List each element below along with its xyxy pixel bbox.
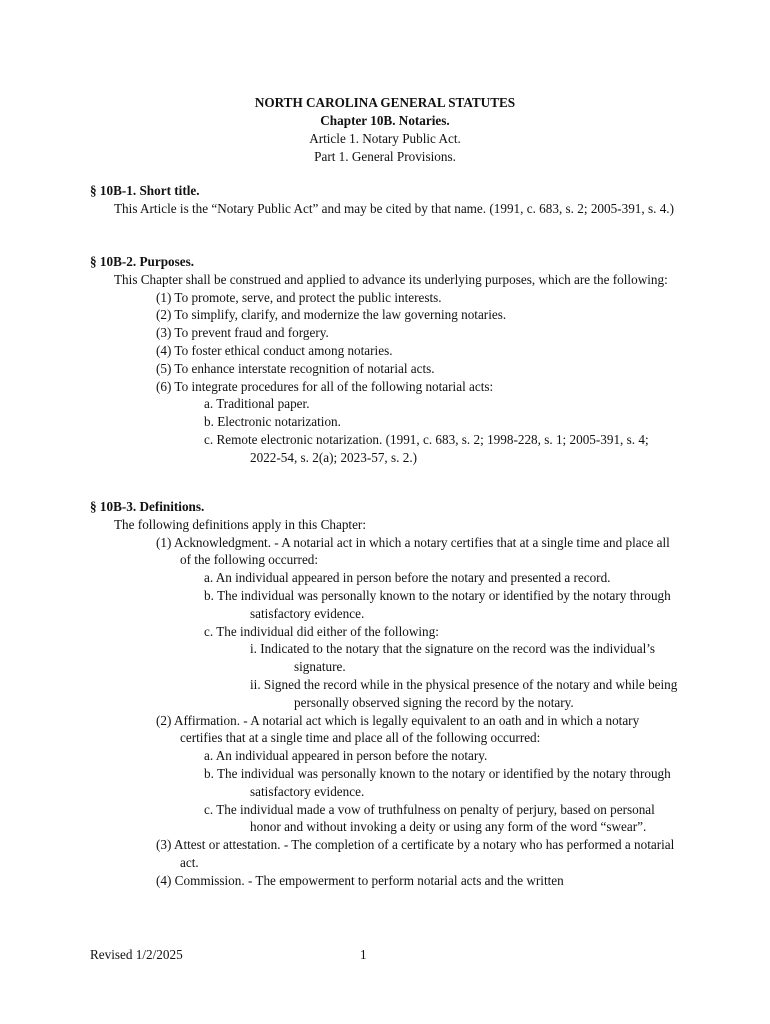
section-10b-3	[90, 498, 680, 890]
chapter-title: Chapter 10B. Notaries.	[320, 113, 450, 128]
definition-commission: (4) Commission. - The empowerment to perform notarial acts and the written	[156, 872, 564, 888]
purpose-item: (5) To enhance interstate recognition of notarial acts.	[156, 360, 435, 376]
section-10b-1	[90, 182, 680, 218]
definition-affirmation: (2) Affirmation. - A notarial act which is legally equivalent to an oath and in which a notary certifies that at a single time and place all of the following occurred:	[156, 712, 640, 746]
section-title: § 10B-2. Purposes.	[90, 254, 195, 269]
purpose-item: (6) To integrate procedures for all of the following notarial acts:	[156, 378, 494, 394]
section-intro: This Chapter shall be construed and applied to advance its underlying purposes, which are the following:	[114, 271, 668, 287]
purpose-subitem: c. Remote electronic notarization. (1991, c. 683, s. 2; 1998-228, s. 1; 2005-391, s. 4; 2022-54, s. 2(a); 2023-57, s. 2.)	[204, 431, 649, 465]
definition-subitem: a. An individual appeared in person before the notary and presented a record.	[204, 570, 611, 586]
purpose-subitem: b. Electronic notarization.	[204, 414, 341, 430]
definition-subitem: b. The individual was personally known to the notary or identified by the notary through satisfactory evidence.	[204, 765, 671, 799]
purpose-item: (2) To simplify, clarify, and modernize the law governing notaries.	[156, 307, 507, 323]
definition-attestation: (3) Attest or attestation. - The completion of a certificate by a notary who has performed a notarial act.	[156, 837, 675, 870]
purpose-item: (1) To promote, serve, and protect the public interests.	[156, 289, 442, 305]
definition-subsubitem: ii. Signed the record while in the physical presence of the notary and while being personally observed signing the record by the notary.	[250, 676, 678, 710]
definition-subitem: c. The individual did either of the following:	[204, 623, 439, 639]
section-title: § 10B-3. Definitions.	[90, 499, 205, 514]
purpose-item: (4) To foster ethical conduct among notaries.	[156, 342, 393, 358]
section-10b-2	[90, 253, 680, 467]
purpose-item: (3) To prevent fraud and forgery.	[156, 325, 329, 341]
section-text: This Article is the “Notary Public Act” and may be cited by that name. (1991, c. 683, s. 2; 2005-391, s. 4.)	[114, 200, 674, 216]
statutes-title: NORTH CAROLINA GENERAL STATUTES	[254, 95, 516, 110]
definition-subitem: c. The individual made a vow of truthfulness on penalty of perjury, based on personal honor and without invoking a deity or using any form of the word “swear”.	[204, 801, 655, 835]
definition-acknowledgment: (1) Acknowledgment. - A notarial act in which a notary certifies that at a single time and place all of the following occurred:	[156, 534, 670, 568]
revision-date: Revised 1/2/2025	[90, 947, 183, 962]
definition-subitem: a. An individual appeared in person before the notary.	[204, 748, 488, 764]
section-title: § 10B-1. Short title.	[90, 183, 200, 198]
definition-subitem: b. The individual was personally known to the notary or identified by the notary through satisfactory evidence.	[204, 587, 671, 621]
definition-subsubitem: i. Indicated to the notary that the signature on the record was the individual’s signature.	[250, 641, 656, 675]
part-title: Part 1. General Provisions.	[314, 149, 456, 164]
article-title: Article 1. Notary Public Act.	[309, 131, 461, 146]
section-intro: The following definitions apply in this Chapter:	[114, 516, 366, 532]
page-number: 1	[360, 947, 367, 962]
purpose-subitem: a. Traditional paper.	[204, 396, 310, 412]
document-heading	[0, 94, 770, 166]
